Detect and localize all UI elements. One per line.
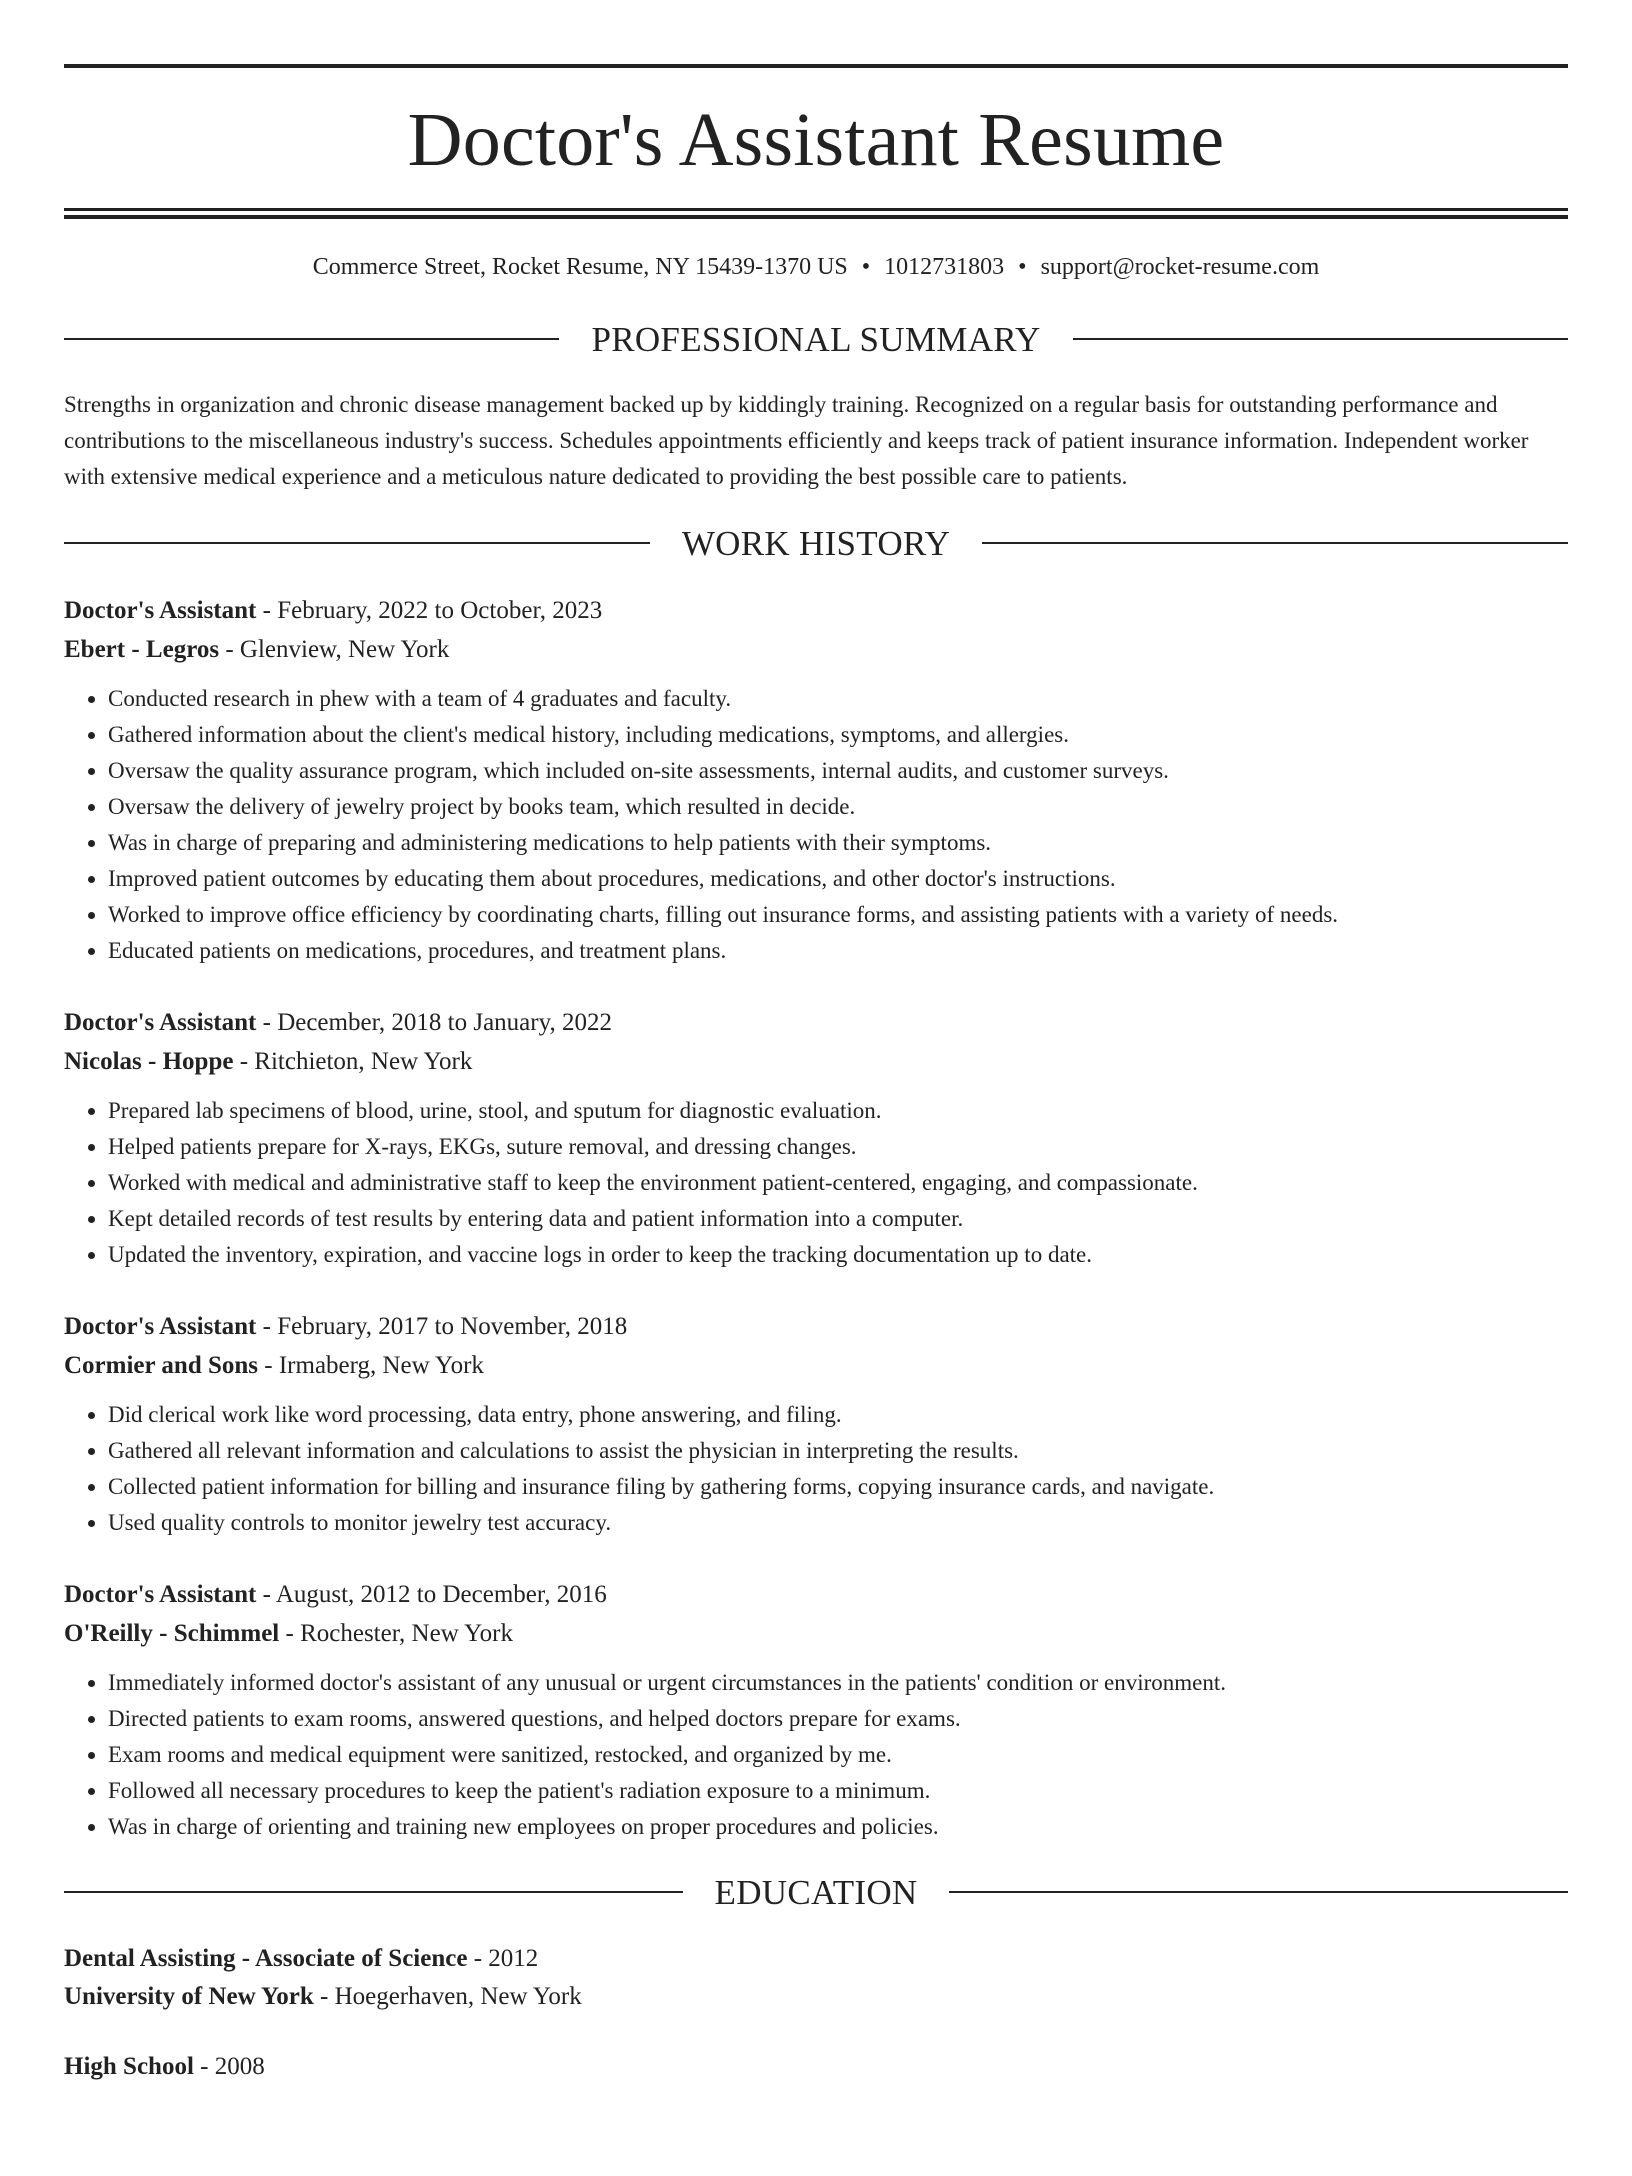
heading-rule-left (64, 542, 650, 544)
professional-summary-text: Strengths in organization and chronic disease management backed up by kiddingly training. Recognized on a regular basis for outstanding performance and contributions to the miscellaneous industry's success. Schedules appointments efficiently and keeps track of patient insurance information. Independent worker with extensive medical experience and a meticulous nature dedicated to providing the best possible care to patients. (64, 391, 1529, 489)
duty-item: • Educated patients on medications, procedures, and treatment plans. (108, 933, 1568, 969)
job-entry (64, 1575, 1568, 1845)
education-school-line: University of New York - Hoegerhaven, New York (64, 1982, 582, 2010)
heading-rule-left (64, 1891, 683, 1893)
job-location: Rochester, New York (300, 1619, 513, 1647)
heading-rule-left (64, 338, 559, 340)
job-title-line: Doctor's Assistant - August, 2012 to December, 2016 (64, 1580, 607, 1608)
job-employer: Ebert - Legros (64, 635, 220, 663)
heading-rule-right (1073, 338, 1568, 340)
job-employer: O'Reilly - Schimmel (64, 1619, 280, 1647)
section-heading-work-history (64, 523, 1568, 563)
job-location: Irmaberg, New York (278, 1351, 484, 1379)
job-employer-line: Cormier and Sons - Irmaberg, New York (64, 1351, 484, 1379)
contact-separator: • (1018, 254, 1027, 280)
duty-item: • Used quality controls to monitor jewelry test accuracy. (108, 1505, 1568, 1541)
education-degree: High School (64, 2052, 194, 2080)
duty-item: • Oversaw the quality assurance program, which included on-site assessments, internal audits, and customer surveys. (108, 753, 1568, 789)
job-location: Glenview, New York (239, 635, 450, 663)
duty-item: • Oversaw the delivery of jewelry project by books team, which resulted in decide. (108, 789, 1568, 825)
resume-page (0, 64, 1632, 2176)
duty-item: • Directed patients to exam rooms, answered questions, and helped doctors prepare for exams. (108, 1701, 1568, 1737)
job-title-line: Doctor's Assistant - December, 2018 to January, 2022 (64, 1008, 612, 1036)
job-entry (64, 1003, 1568, 1273)
duty-item: • Gathered information about the client's medical history, including medications, symptoms, and allergies. (108, 717, 1568, 753)
job-dates: February, 2022 to October, 2023 (277, 596, 603, 624)
job-location: Ritchieton, New York (254, 1047, 473, 1075)
education-list (64, 1940, 1568, 2086)
work-history-list (64, 591, 1568, 1845)
heading-rule-right (982, 542, 1568, 544)
job-employer: Nicolas - Hoppe (64, 1047, 234, 1075)
job-title: Doctor's Assistant (64, 1008, 257, 1036)
job-title-line: Doctor's Assistant - February, 2022 to October, 2023 (64, 596, 603, 624)
job-employer-line: Ebert - Legros - Glenview, New York (64, 635, 450, 663)
education-year: 2012 (488, 1944, 539, 1972)
job-dates: December, 2018 to January, 2022 (277, 1008, 612, 1036)
duty-item: • Immediately informed doctor's assistant of any unusual or urgent circumstances in the patients' condition or environment. (108, 1665, 1568, 1701)
education-degree-line: Dental Assisting - Associate of Science - 2012 (64, 1944, 539, 1972)
duty-item: • Did clerical work like word processing, data entry, phone answering, and filing. (108, 1397, 1568, 1433)
education-degree: Dental Assisting - Associate of Science (64, 1944, 468, 1972)
education-entry (64, 1940, 1568, 2016)
education-location: Hoegerhaven, New York (334, 1982, 582, 2010)
job-entry (64, 591, 1568, 969)
duty-item: • Followed all necessary procedures to keep the patient's radiation exposure to a minimum. (108, 1773, 1568, 1809)
section-heading-label: WORK HISTORY (681, 523, 951, 563)
duty-item: • Kept detailed records of test results by entering data and patient information into a computer. (108, 1201, 1568, 1237)
job-title-line: Doctor's Assistant - February, 2017 to November, 2018 (64, 1312, 628, 1340)
duty-item: • Gathered all relevant information and calculations to assist the physician in interpreting the results. (108, 1433, 1568, 1469)
contact-email: support@rocket-resume.com (1040, 254, 1320, 280)
duty-item: • Was in charge of orienting and training new employees on proper procedures and policies. (108, 1809, 1568, 1845)
duty-item: • Prepared lab specimens of blood, urine, stool, and sputum for diagnostic evaluation. (108, 1093, 1568, 1129)
duty-item: • Worked with medical and administrative staff to keep the environment patient-centered, engaging, and compassionate. (108, 1165, 1568, 1201)
section-heading-label: PROFESSIONAL SUMMARY (591, 319, 1041, 359)
education-year: 2008 (214, 2052, 265, 2080)
education-school: University of New York (64, 1982, 314, 2010)
duty-item: • Exam rooms and medical equipment were sanitized, restocked, and organized by me. (108, 1737, 1568, 1773)
title-double-rule (64, 208, 1568, 219)
contact-separator: • (861, 254, 871, 280)
section-heading-education (64, 1872, 1568, 1912)
heading-rule-right (949, 1891, 1568, 1893)
contact-phone: 1012731803 (884, 254, 1005, 280)
section-heading-summary (64, 319, 1568, 359)
job-duties-list (64, 1397, 1568, 1541)
duty-item: • Improved patient outcomes by educating them about procedures, medications, and other doctor's instructions. (108, 861, 1568, 897)
duty-item: • Updated the inventory, expiration, and vaccine logs in order to keep the tracking documentation up to date. (108, 1237, 1568, 1273)
job-entry (64, 1307, 1568, 1541)
education-degree-line: High School - 2008 (64, 2052, 265, 2080)
contact-line (64, 253, 1568, 282)
duty-item: • Was in charge of preparing and administering medications to help patients with their symptoms. (108, 825, 1568, 861)
job-employer: Cormier and Sons (64, 1351, 259, 1379)
top-rule (64, 64, 1568, 68)
education-entry (64, 2048, 1568, 2086)
job-duties-list (64, 1093, 1568, 1273)
job-dates: August, 2012 to December, 2016 (275, 1580, 607, 1608)
section-heading-label: EDUCATION (714, 1872, 918, 1912)
job-employer-line: O'Reilly - Schimmel - Rochester, New York (64, 1619, 513, 1647)
duty-item: • Worked to improve office efficiency by coordinating charts, filling out insurance forms, and assisting patients with a variety of needs. (108, 897, 1568, 933)
job-employer-line: Nicolas - Hoppe - Ritchieton, New York (64, 1047, 473, 1075)
job-title: Doctor's Assistant (64, 1312, 257, 1340)
duty-item: • Helped patients prepare for X-rays, EKGs, suture removal, and dressing changes. (108, 1129, 1568, 1165)
job-duties-list (64, 681, 1568, 969)
job-title: Doctor's Assistant (64, 596, 257, 624)
contact-address: Commerce Street, Rocket Resume, NY 15439-1370 US (312, 254, 848, 280)
job-title: Doctor's Assistant (64, 1580, 257, 1608)
page-title: Doctor's Assistant Resume (407, 98, 1225, 182)
duty-item: • Conducted research in phew with a team of 4 graduates and faculty. (108, 681, 1568, 717)
job-dates: February, 2017 to November, 2018 (277, 1312, 628, 1340)
job-duties-list (64, 1665, 1568, 1845)
duty-item: • Collected patient information for billing and insurance filing by gathering forms, copying insurance cards, and navigate. (108, 1469, 1568, 1505)
